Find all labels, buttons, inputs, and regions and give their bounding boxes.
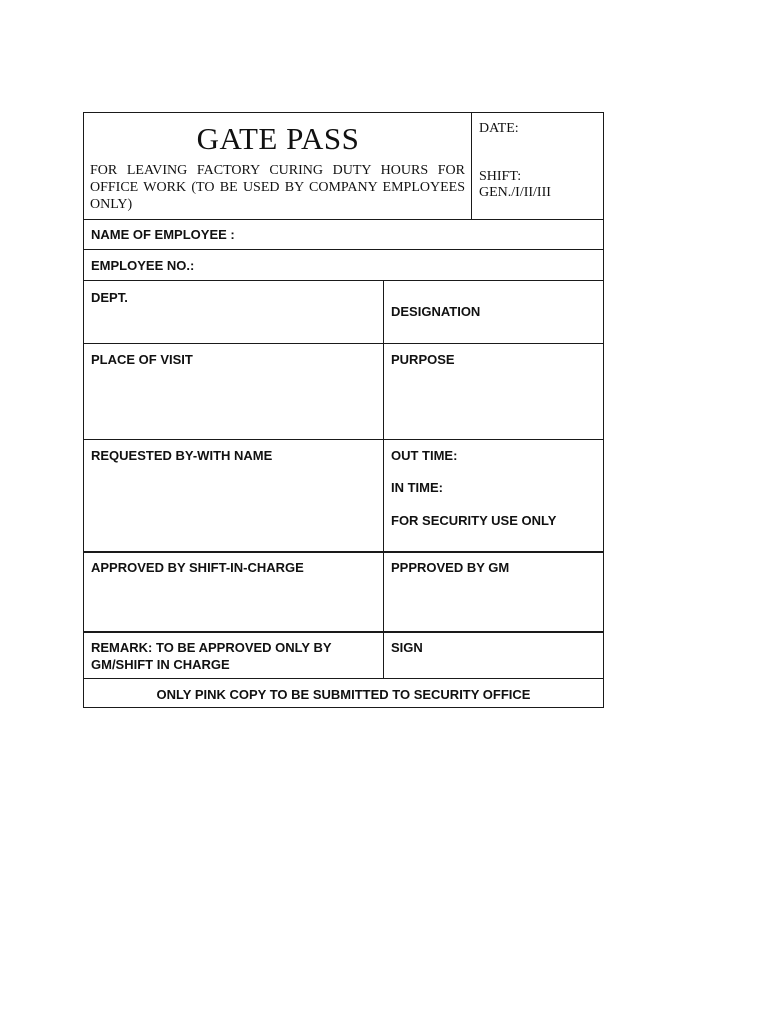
out-time-label: OUT TIME:: [391, 448, 458, 463]
header-row: [84, 113, 603, 220]
gate-pass-form: [83, 112, 604, 708]
visit-row: [84, 344, 603, 440]
approval-row: [84, 553, 603, 633]
place-of-visit-label: PLACE OF VISIT: [91, 352, 193, 367]
header-title-cell: [84, 113, 472, 219]
approved-gm-label: PPPROVED BY GM: [391, 560, 510, 575]
dept-label: DEPT.: [91, 290, 128, 305]
designation-cell: [384, 281, 603, 343]
employee-no-label: EMPLOYEE NO.:: [91, 258, 195, 273]
shift-label: SHIFT:: [479, 169, 522, 184]
requested-row: [84, 440, 603, 553]
footer-row: [84, 679, 603, 707]
time-cell: [384, 440, 603, 551]
name-row: [84, 220, 603, 250]
date-label: DATE:: [479, 121, 519, 136]
shift-options: GEN./I/II/III: [479, 185, 551, 200]
approved-shift-label: APPROVED BY SHIFT-IN-CHARGE: [91, 560, 304, 575]
remark-row: [84, 633, 603, 679]
security-use-label: FOR SECURITY USE ONLY: [391, 513, 557, 528]
purpose-cell: [384, 344, 603, 439]
form-subtitle: FOR LEAVING FACTORY CURING DUTY HOURS FOR OFFICE WORK (TO BE USED BY COMPANY EMPLOYEES ONLY): [90, 163, 465, 212]
form-title: GATE PASS: [196, 121, 360, 156]
designation-label: DESIGNATION: [391, 304, 481, 319]
sign-label: SIGN: [391, 640, 423, 655]
approved-shift-cell: [84, 553, 384, 631]
approved-gm-cell: [384, 553, 603, 631]
dept-cell: [84, 281, 384, 343]
dept-row: [84, 281, 603, 344]
remark-line-2: GM/SHIFT IN CHARGE: [91, 657, 230, 672]
remark-line-1: REMARK: TO BE APPROVED ONLY BY: [91, 640, 332, 655]
name-of-employee-label: NAME OF EMPLOYEE :: [91, 227, 235, 242]
remark-cell: [84, 633, 384, 678]
purpose-label: PURPOSE: [391, 352, 455, 367]
employee-no-row: [84, 250, 603, 281]
footer-note: ONLY PINK COPY TO BE SUBMITTED TO SECURITY OFFICE: [156, 687, 531, 702]
place-of-visit-cell: [84, 344, 384, 439]
requested-by-label: REQUESTED BY-WITH NAME: [91, 448, 273, 463]
in-time-label: IN TIME:: [391, 480, 443, 495]
requested-by-cell: [84, 440, 384, 551]
sign-cell: [384, 633, 603, 678]
